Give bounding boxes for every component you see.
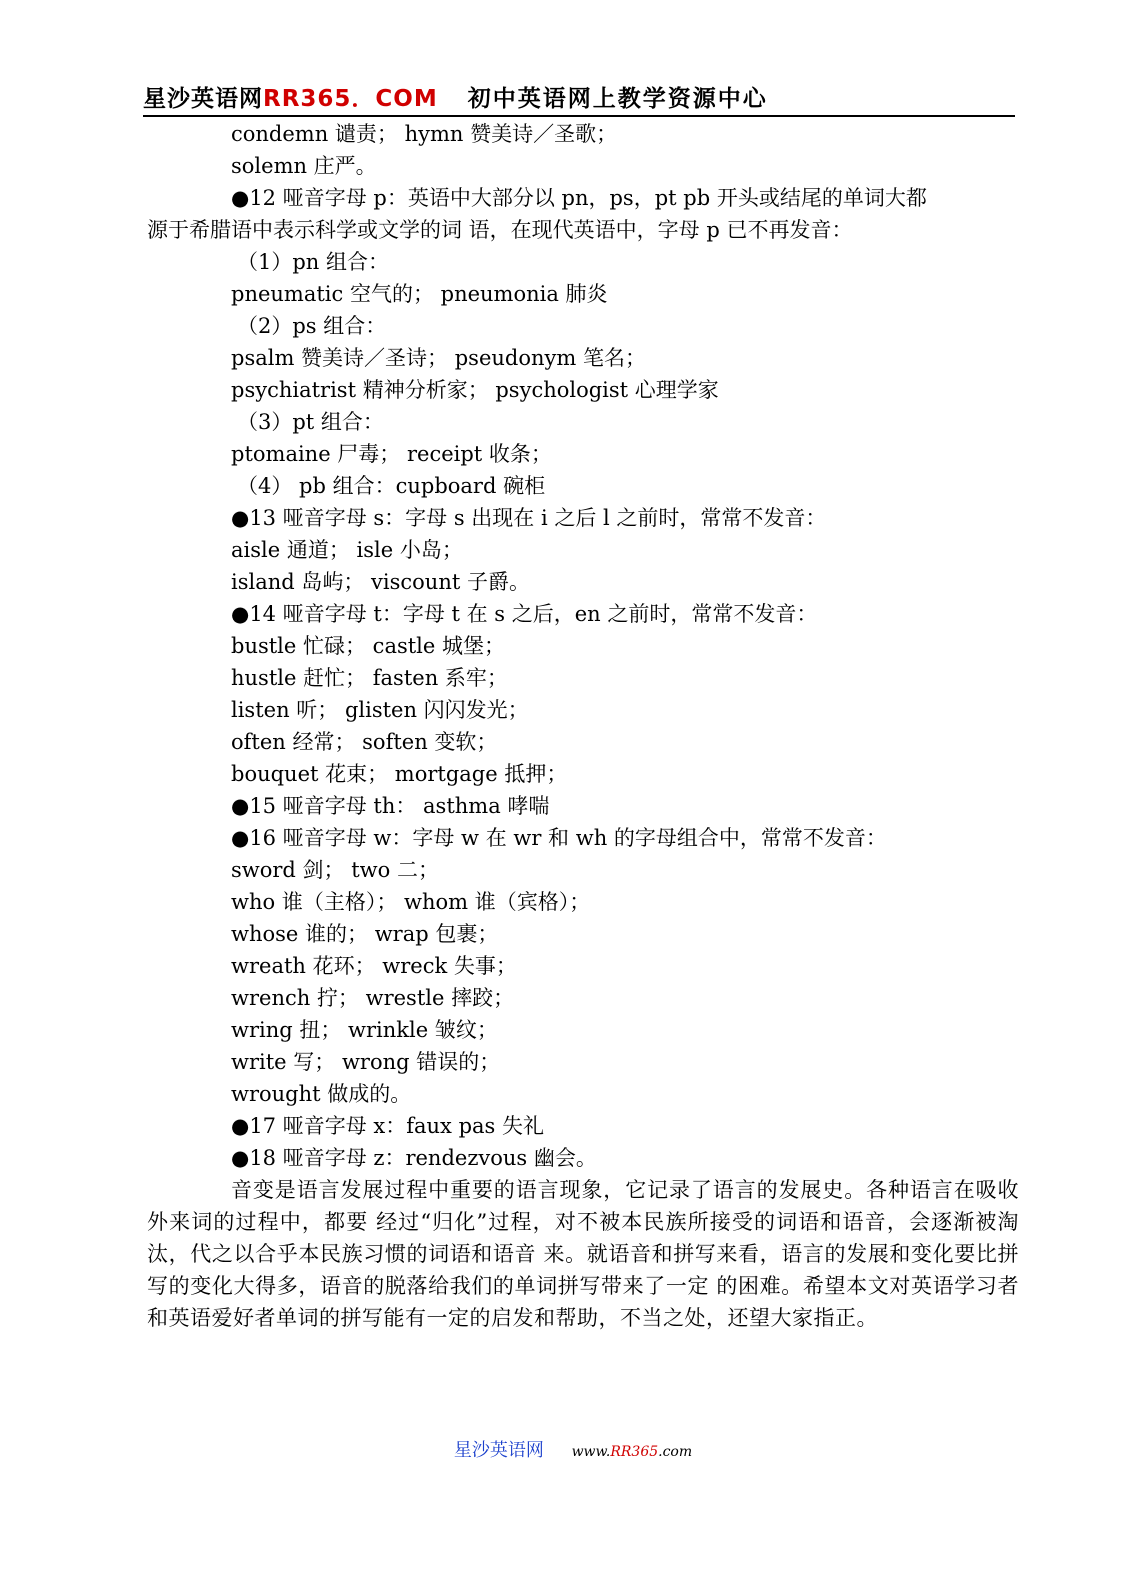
page-header [143, 84, 1015, 117]
header-brand: RR365．COM [263, 86, 438, 112]
subsection-heading: （3）pt 组合： [237, 410, 384, 434]
text-line: sword 剑； two 二； [231, 858, 439, 882]
section-heading: ●16 哑音字母 w：字母 w 在 wr 和 wh 的字母组合中，常常不发音： [231, 826, 887, 850]
section-heading: ●12 哑音字母 p：英语中大部分以 pn，ps，pt pb 开头或结尾的单词大都 [231, 186, 927, 210]
section-heading: ●14 哑音字母 t：字母 t 在 s 之后，en 之前时，常常不发音： [231, 602, 818, 626]
text-line: condemn 谴责； hymn 赞美诗／圣歌； [231, 122, 618, 146]
subsection-heading: （1）pn 组合： [237, 250, 390, 274]
text-line: 源于希腊语中表示科学或文学的词 语，在现代英语中，字母 p 已不再发音： [147, 218, 853, 242]
text-line: whose 谁的； wrap 包裹； [231, 922, 499, 946]
text-line: psychiatrist 精神分析家； psychologist 心理学家 [231, 378, 719, 402]
subsection-heading: （4） pb 组合：cupboard 碗柜 [237, 474, 546, 498]
text-line: often 经常； soften 变软； [231, 730, 498, 754]
section-heading: ●13 哑音字母 s：字母 s 出现在 i 之后 l 之前时，常常不发音： [231, 506, 827, 530]
text-line: bustle 忙碌； castle 城堡； [231, 634, 505, 658]
text-line: island 岛屿； viscount 子爵。 [231, 570, 530, 594]
subsection-heading: （2）ps 组合： [237, 314, 387, 338]
text-line: wrought 做成的。 [231, 1082, 412, 1106]
text-line: wrench 拧； wrestle 摔跤； [231, 986, 515, 1010]
text-line: psalm 赞美诗／圣诗； pseudonym 笔名； [231, 346, 646, 370]
text-line: ptomaine 尸毒； receipt 收条； [231, 442, 552, 466]
text-line: solemn 庄严。 [231, 154, 377, 178]
footer-url-prefix: www. [571, 1444, 611, 1460]
footer-site-link[interactable]: 星沙英语网 [453, 1440, 544, 1461]
section-heading: ●15 哑音字母 th： asthma 哮喘 [231, 794, 550, 818]
footer-url-suffix: .com [658, 1444, 693, 1460]
conclusion-paragraph: 音变是语言发展过程中重要的语言现象，它记录了语言的发展史。各种语言在吸收外来词的过程中，都要 经过“归化”过程，对不被本民族所接受的词语和语音，会逐渐被淘汰，代之以合乎本民族习惯的词语和语音 来。就语音和拼写来看，语言的发展和变化要比拼写的变化大得多，语音的脱落给我们的单词拼写带来了一定 的困难。希望本文对英语学习者和英语爱好者单词的拼写能有一定的启发和帮助，不当之处，还望大家指正。 [147, 1178, 1019, 1330]
section-heading: ●18 哑音字母 z：rendezvous 幽会。 [231, 1146, 597, 1170]
section-heading: ●17 哑音字母 x：faux pas 失礼 [231, 1114, 544, 1138]
text-line: who 谁（主格）； whom 谁（宾格）； [231, 890, 591, 914]
footer-url-brand: RR365 [610, 1444, 659, 1460]
text-line: listen 听； glisten 闪闪发光； [231, 698, 529, 722]
text-line: aisle 通道； isle 小岛； [231, 538, 463, 562]
text-line: pneumatic 空气的； pneumonia 肺炎 [231, 282, 608, 306]
text-line: wreath 花环； wreck 失事； [231, 954, 517, 978]
header-site-name: 星沙英语网 [143, 86, 263, 112]
text-line: hustle 赶忙； fasten 系牢； [231, 666, 508, 690]
footer-url-link[interactable] [572, 1444, 693, 1460]
page-footer [0, 1437, 1146, 1466]
text-line: bouquet 花束； mortgage 抵押； [231, 762, 568, 786]
header-tagline: 初中英语网上教学资源中心 [467, 86, 768, 112]
document-body [147, 118, 1019, 1334]
text-line: wring 扭； wrinkle 皱纹； [231, 1018, 498, 1042]
text-line: write 写； wrong 错误的； [231, 1050, 501, 1074]
